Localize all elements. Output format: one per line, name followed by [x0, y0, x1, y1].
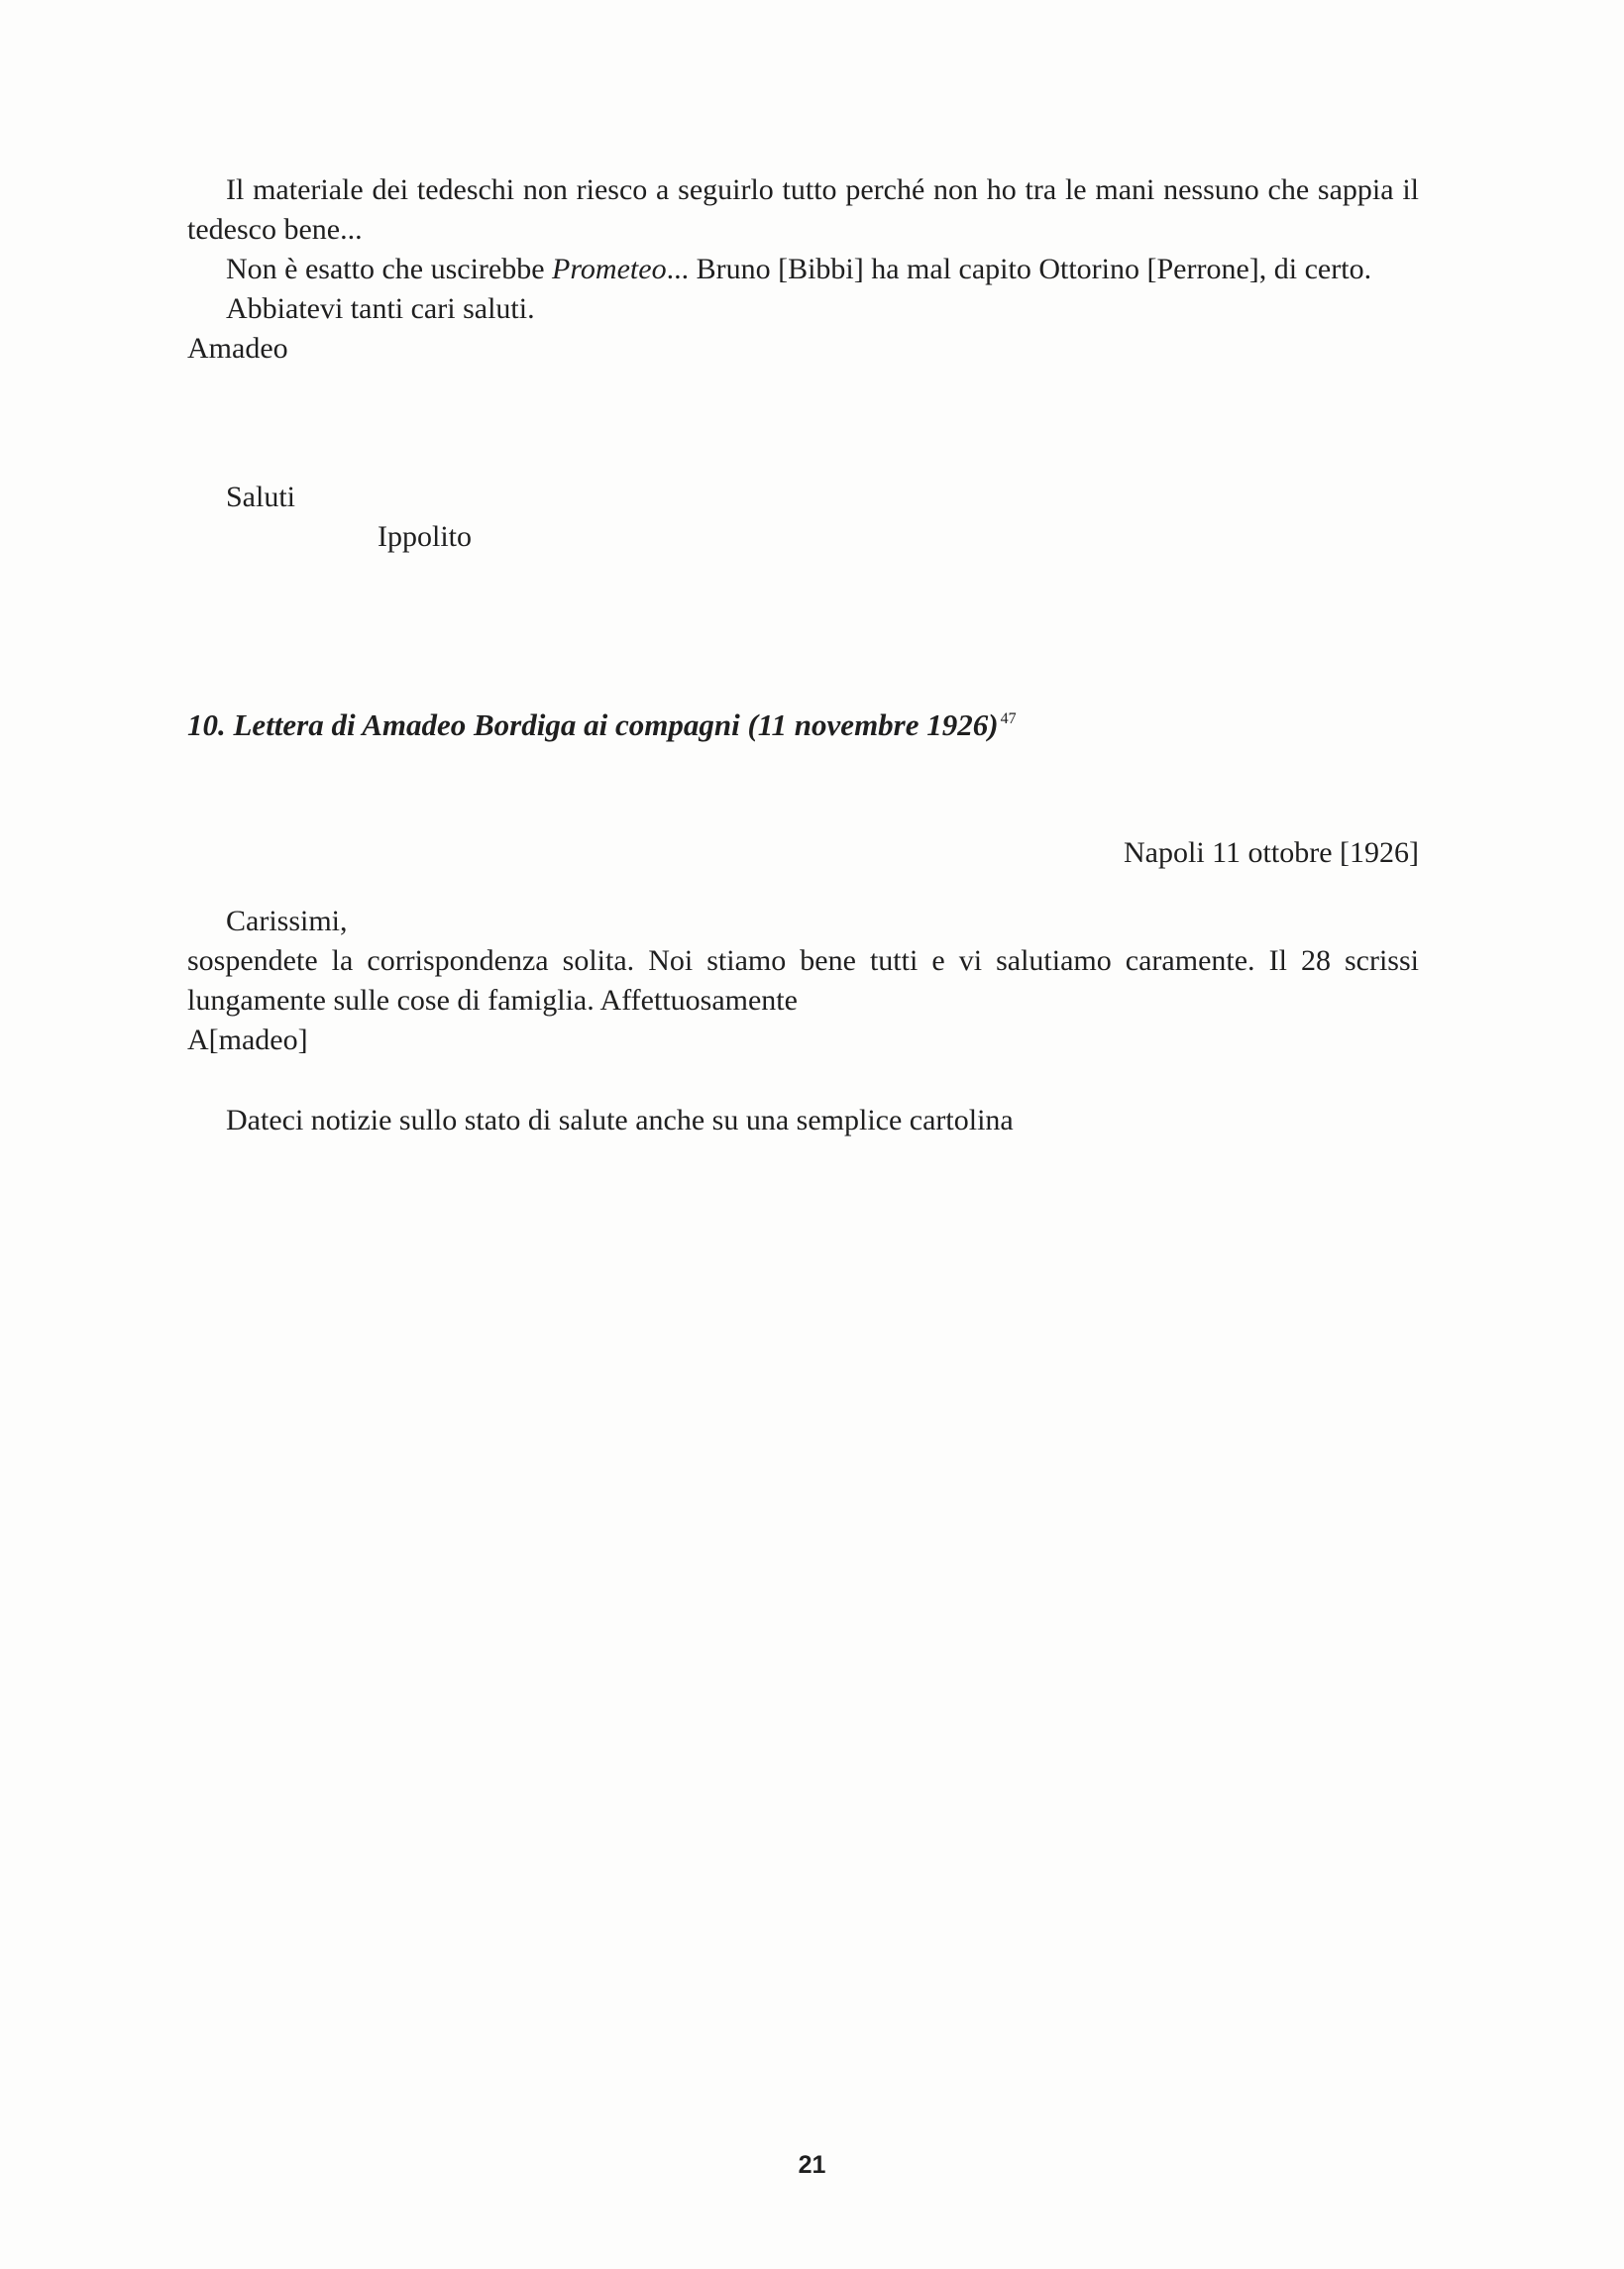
letter1-signature: Amadeo [187, 332, 288, 365]
letter2-signature: A[madeo] [187, 1024, 308, 1056]
letter1-paragraph-2-start: Non è esatto che uscirebbe [226, 253, 553, 285]
postscript-greeting: Saluti [226, 481, 296, 513]
letter1-paragraph-1: Il materiale dei tedeschi non riesco a seguirlo tutto perché non ho tra le mani nessuno che sappia il tedesco bene... [187, 173, 1419, 246]
letter2-postscript-block [187, 1101, 1419, 1140]
postscript-signature: Ippolito [378, 520, 472, 553]
section-heading [187, 705, 1419, 745]
page-number: 21 [798, 2151, 826, 2179]
letter1-body [187, 170, 1419, 369]
section-title: 10. Lettera di Amadeo Bordiga ai compagni (11 novembre 1926) [187, 707, 999, 742]
letter2-salutation: Carissimi, [226, 905, 348, 937]
letter1-paragraph-2-end: ... Bruno [Bibbi] ha mal capito Ottorino [Perrone], di certo. [666, 253, 1372, 285]
letter2-postscript: Dateci notizie sullo stato di salute anche su una semplice cartolina [226, 1104, 1014, 1136]
letter1-paragraph-3: Abbiatevi tanti cari saluti. [226, 292, 535, 325]
letter2-dateline: Napoli 11 ottobre [1926] [1124, 836, 1419, 869]
letter2-body [187, 833, 1419, 873]
journal-title-prometeo: Prometeo [552, 253, 667, 285]
footnote-reference: 47 [1000, 710, 1017, 727]
letter1-paragraph-2 [187, 250, 1419, 289]
letter2-text [187, 902, 1419, 1060]
letter2-paragraph: sospendete la corrispondenza solita. Noi stiamo bene tutti e vi salutiamo caramente. Il 28 scrissi lungamente sulle cose di famiglia. Affettuosamente [187, 944, 1419, 1017]
